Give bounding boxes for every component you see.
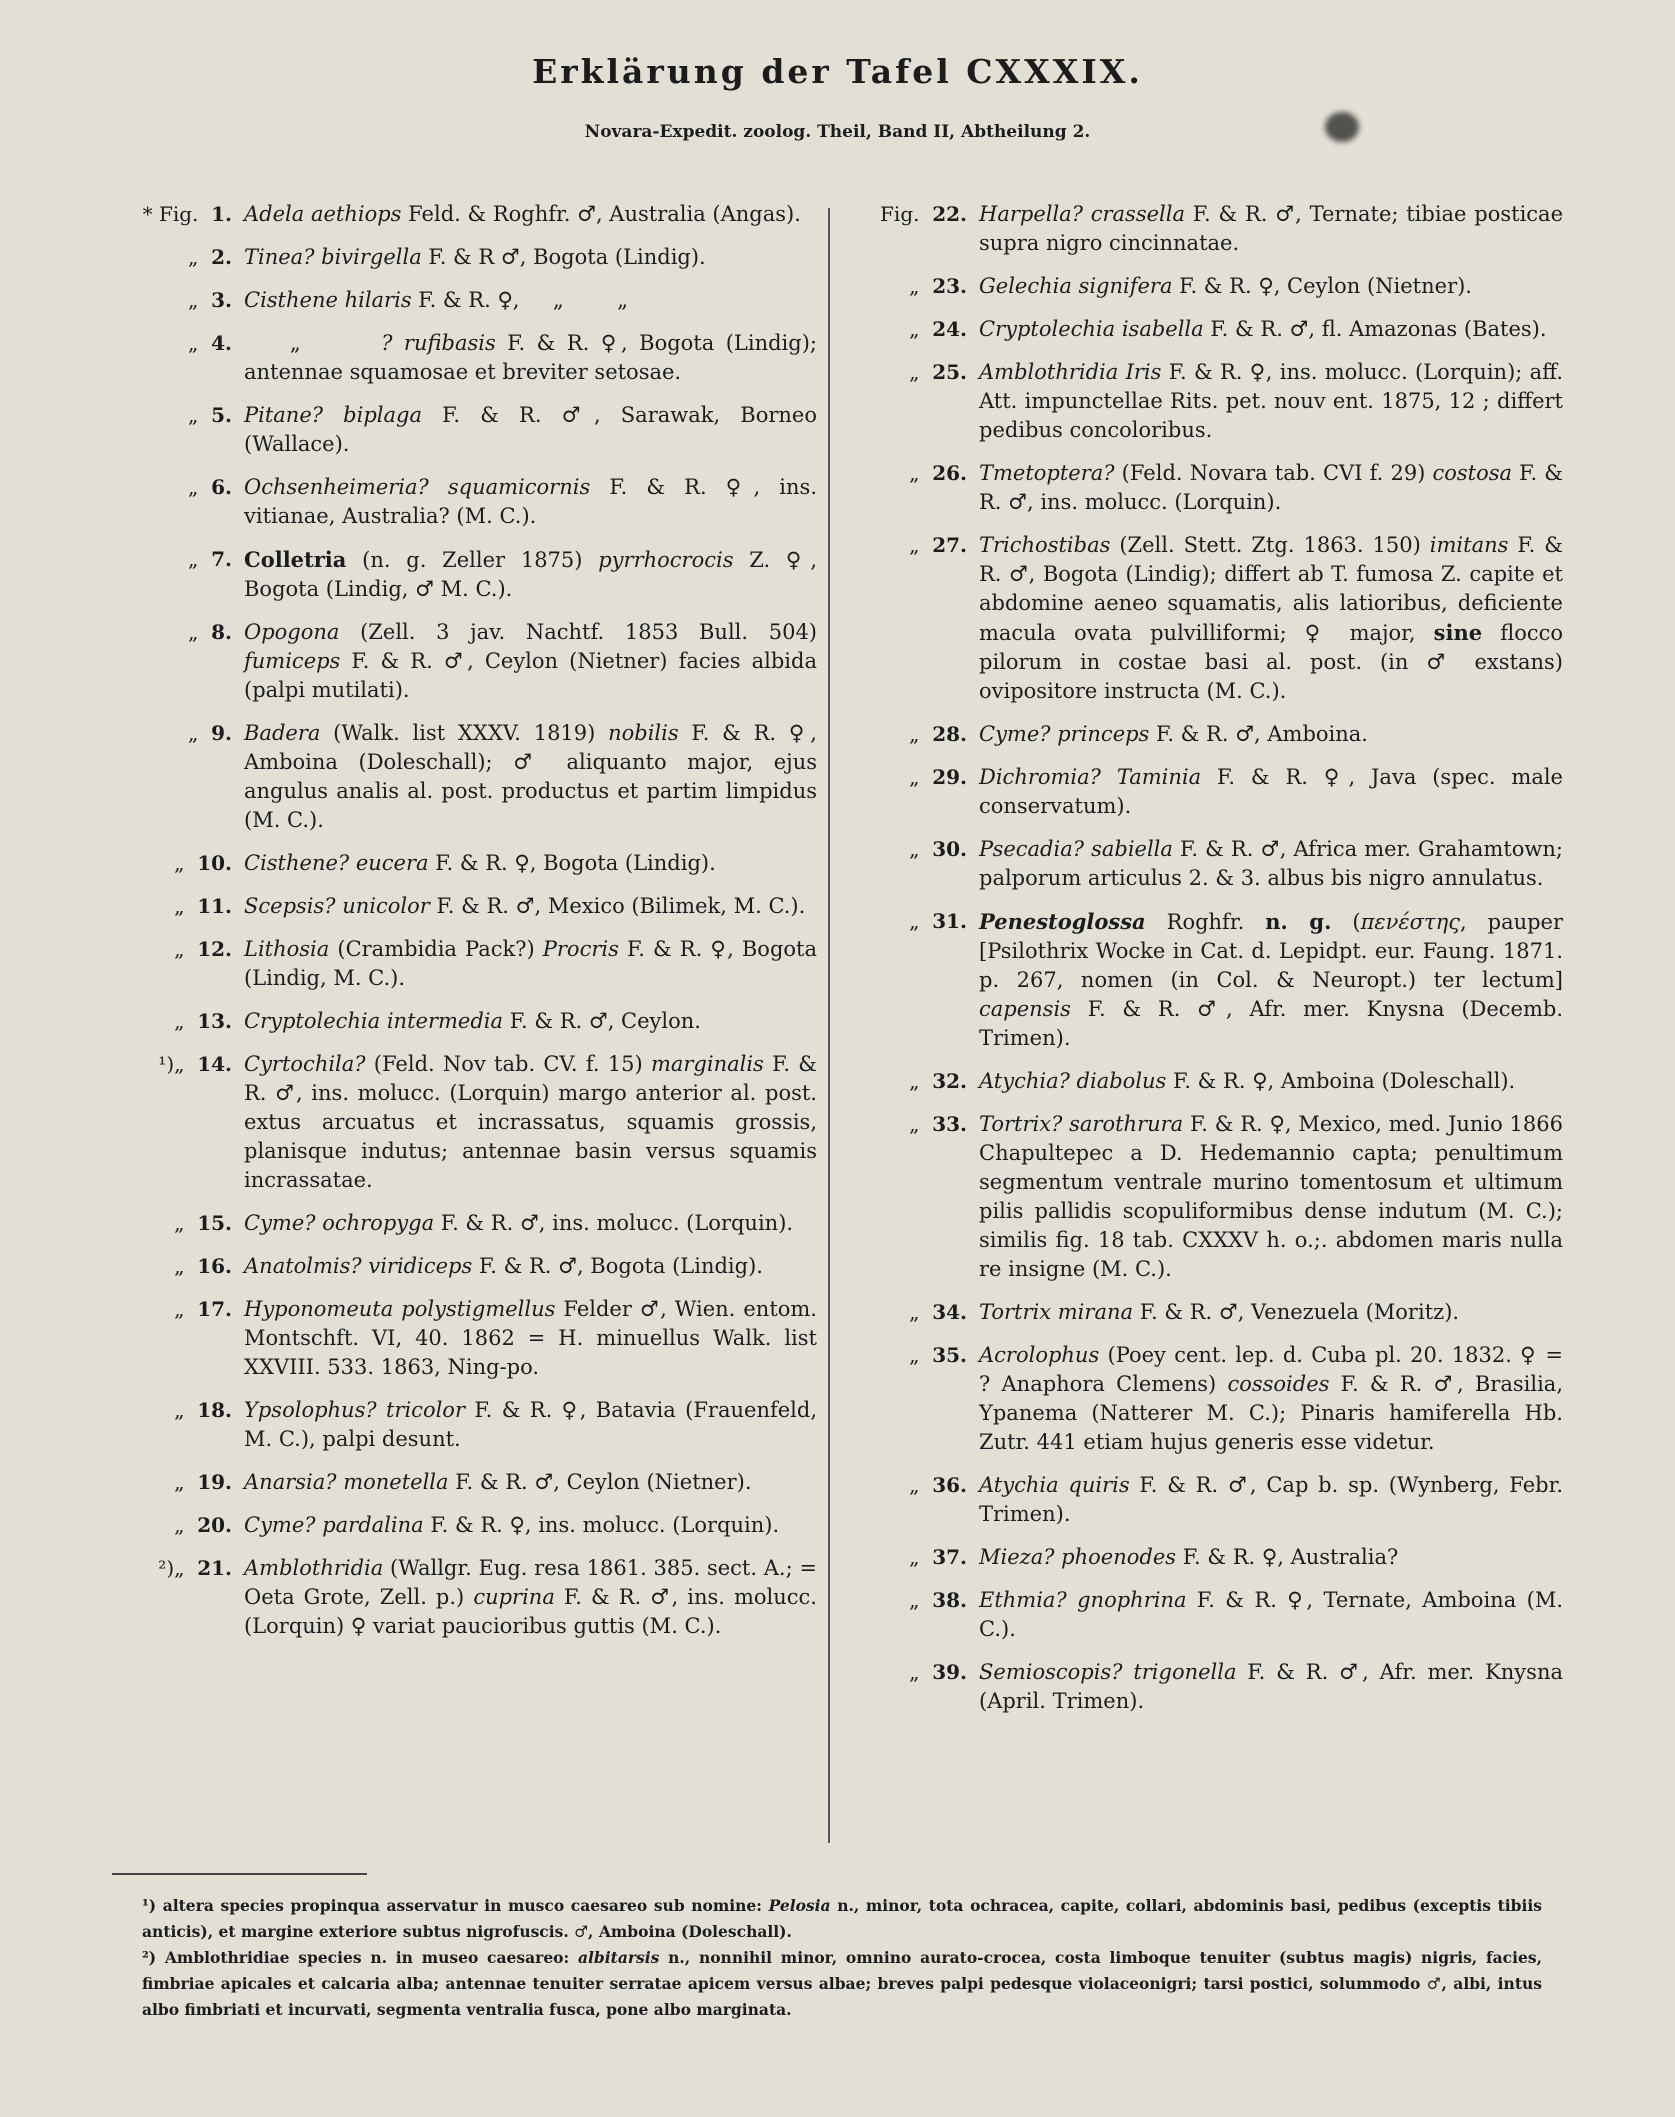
figure-label: „ 12. [112,935,244,964]
figure-entry [863,720,1563,749]
figure-number: 23. [932,274,967,298]
figure-description: Psecadia? sabiella F. & R. ♂, Africa mer. Grahamtown; palporum articulus 2. & 3. albus bis nigro annulatus. [979,837,1563,890]
figure-entry [863,1543,1563,1572]
figure-description: Harpella? crassella F. & R. ♂, Ternate; tibiae posticae supra nigro cincinnatae. [979,202,1563,255]
figure-number: 19. [197,1470,232,1494]
figure-entry [863,1067,1563,1096]
footnote [142,1893,1542,1945]
figure-description: Cyme? pardalina F. & R. ♀, ins. molucc. (Lorquin). [244,1513,780,1537]
figure-number: 16. [197,1254,232,1278]
figure-description: Mieza? phoenodes F. & R. ♀, Australia? [979,1545,1399,1569]
figure-description: Scepsis? unicolor F. & R. ♂, Mexico (Bilimek, M. C.). [244,894,806,918]
figure-number: 10. [197,851,232,875]
figure-number: 11. [197,894,232,918]
figure-entry [863,315,1563,344]
figure-entry [112,286,817,315]
figure-entry [112,618,817,705]
figure-description: Ypsolophus? tricolor F. & R. ♀, Batavia (Frauenfeld, M. C.), palpi desunt. [244,1398,817,1451]
figure-number: 14. [197,1052,232,1076]
figure-number: 34. [932,1300,967,1324]
figure-entry [112,401,817,459]
figure-number: 5. [211,403,232,427]
figure-label: „ 23. [863,272,979,301]
figure-description: Tortrix mirana F. & R. ♂, Venezuela (Moritz). [979,1300,1460,1324]
figure-entry [863,1110,1563,1284]
figure-label: * Fig. 1. [112,200,244,229]
figure-number: 36. [932,1473,967,1497]
figure-entry [863,531,1563,706]
figure-description: Cryptolechia intermedia F. & R. ♂, Ceylon. [244,1009,701,1033]
figure-label: „ 18. [112,1396,244,1425]
figure-description: Dichromia? Taminia F. & R. ♀, Java (spec. male conservatum). [979,765,1563,818]
figure-number: 28. [932,722,967,746]
figure-label: „ 7. [112,545,244,574]
figure-number: 38. [932,1588,967,1612]
figure-label: Fig. 22. [863,200,979,229]
footnote-rule [112,1873,367,1875]
footnote [142,1945,1542,2023]
figure-description: Cryptolechia isabella F. & R. ♂, fl. Amazonas (Bates). [979,317,1547,341]
figure-number: 27. [932,533,967,557]
figure-number: 26. [932,461,967,485]
figure-number: 4. [211,331,232,355]
figure-label: „ 36. [863,1471,979,1500]
figure-entry [863,1341,1563,1457]
figure-entry [863,1658,1563,1716]
figure-label: „ 39. [863,1658,979,1687]
figure-entry [112,1554,817,1641]
figure-number: 33. [932,1112,967,1136]
figure-number: 32. [932,1069,967,1093]
figure-entry [112,719,817,835]
figure-label: „ 29. [863,763,979,792]
figure-entry [863,835,1563,893]
figure-description: Lithosia (Crambidia Pack?) Procris F. & R. ♀, Bogota (Lindig, M. C.). [244,937,817,990]
figure-label: „ 27. [863,531,979,560]
figure-label: „ 28. [863,720,979,749]
figure-number: 21. [197,1556,232,1580]
figure-entry [863,1586,1563,1644]
figure-description: Atychia quiris F. & R. ♂, Cap b. sp. (Wynberg, Febr. Trimen). [979,1473,1564,1526]
figure-description: Amblothridia (Wallgr. Eug. resa 1861. 385. sect. A.; = Oeta Grote, Zell. p.) cuprina F. & R. ♂, ins. molucc. (Lorquin) ♀ variat paucioribus guttis (M. C.). [244,1556,817,1638]
figure-description: „ ? rufibasis F. & R. ♀, Bogota (Lindig); antennae squamosae et breviter setosae. [244,331,817,384]
figure-label: „ 31. [863,907,979,936]
figure-description: Cisthene hilaris F. & R. ♀, „ „ [244,288,629,312]
figure-entry [112,849,817,878]
figure-entry [112,473,817,531]
figure-description: Tinea? bivirgella F. & R ♂, Bogota (Lindig). [244,245,706,269]
left-column [112,200,817,1655]
figure-number: 3. [211,288,232,312]
figure-label: „ 20. [112,1511,244,1540]
figure-number: 31. [932,909,967,933]
figure-description: Opogona (Zell. 3 jav. Nachtf. 1853 Bull. 504) fumiceps F. & R. ♂, Ceylon (Nietner) facies albida (palpi mutilati). [244,620,817,702]
figure-number: 22. [932,202,967,226]
figure-entry [863,763,1563,821]
figure-label: „ 33. [863,1110,979,1139]
figure-description: Cyme? ochropyga F. & R. ♂, ins. molucc. (Lorquin). [244,1211,794,1235]
figure-entry [112,1252,817,1281]
figure-number: 8. [211,620,232,644]
figure-label: „ 11. [112,892,244,921]
figure-label: „ 5. [112,401,244,430]
figure-number: 17. [197,1297,232,1321]
footnote-mark: ¹) [142,1896,163,1915]
figure-entry [112,1209,817,1238]
figure-entry [863,200,1563,258]
figure-entry [863,459,1563,517]
figure-entry [863,358,1563,445]
figure-description: Tortrix? sarothrura F. & R. ♀, Mexico, med. Junio 1866 Chapultepec a D. Hedemannio capta; penultimum segmentum ventrale murino tomentosum et ultimum pilis pallidis scopuliformibus dense indutum (M. C.); similis fig. 18 tab. CXXXV h. o.;. abdomen maris nulla re insigne (M. C.). [979,1112,1563,1281]
figure-entry [112,1295,817,1382]
figure-number: 25. [932,360,967,384]
footnote-text: Amblothridiae species n. in museo caesareo: albitarsis n., nonnihil minor, omnino aurato-crocea, costa limboque tenuiter (subtus magis) nigris, facies, fimbriae apicales et calcaria alba; antennae tenuiter serratae apicem versus albae; breves palpi pedesque violaceonigri; tarsi postici, solummodo ♂, albi, intus albo fimbriati et incurvati, segmenta ventralia fusca, pone albo marginata. [142,1948,1542,2019]
figure-label: „ 37. [863,1543,979,1572]
figure-number: 1. [211,202,232,226]
figure-description: Cyme? princeps F. & R. ♂, Amboina. [979,722,1368,746]
figure-entry [112,935,817,993]
figure-label: „ 30. [863,835,979,864]
figure-entry [863,1471,1563,1529]
figure-number: 18. [197,1398,232,1422]
figure-entry [112,1007,817,1036]
figure-entry [112,200,817,229]
figure-description: Trichostibas (Zell. Stett. Ztg. 1863. 150) imitans F. & R. ♂, Bogota (Lindig); differt ab T. fumosa Z. capite et abdomine aeneo squamatis, alis latioribus, deficiente macula ovata pulvilliformi; ♀ major, sine flocco pilorum in costae basi al. post. (in ♂ exstans) ovipositore instructa (M. C.). [979,533,1564,703]
figure-number: 35. [932,1343,967,1367]
figure-label: „ 16. [112,1252,244,1281]
figure-label: „ 17. [112,1295,244,1324]
figure-label: „ 26. [863,459,979,488]
figure-description: Cyrtochila? (Feld. Nov tab. CV. f. 15) marginalis F. & R. ♂, ins. molucc. (Lorquin) margo anterior al. post. extus arcuatus et incrassatus, squamis grossis, planisque indutus; antennae basin versus squamis incrassatae. [244,1052,817,1192]
figure-number: 7. [211,547,232,571]
figure-label: „ 24. [863,315,979,344]
footnote-mark: ²) [142,1948,165,1967]
figure-label: „ 10. [112,849,244,878]
figure-number: 30. [932,837,967,861]
figure-entry [112,243,817,272]
figure-description: Ethmia? gnophrina F. & R. ♀, Ternate, Amboina (M. C.). [979,1588,1563,1641]
footnotes [142,1893,1542,2023]
figure-label: „ 13. [112,1007,244,1036]
column-divider [828,208,830,1843]
figure-number: 9. [211,721,232,745]
figure-number: 37. [932,1545,967,1569]
figure-description: Adela aethiops Feld. & Roghfr. ♂, Australia (Angas). [244,202,801,226]
figure-label: „ 32. [863,1067,979,1096]
figure-label: ²)„ 21. [112,1554,244,1583]
figure-label: „ 6. [112,473,244,502]
figure-description: Hyponomeuta polystigmellus Felder ♂, Wien. entom. Montschft. VI, 40. 1862 = H. minuellus Walk. list XXVIII. 533. 1863, Ning-po. [244,1297,817,1379]
figure-number: 39. [932,1660,967,1684]
figure-description: Penestoglossa Roghfr. n. g. (πενέστης, pauper [Psilothrix Wocke in Cat. d. Lepidpt. eur. Faung. 1871. p. 267, nomen (in Col. & Neuropt.) ter lectum] capensis F. & R. ♂, Afr. mer. Knysna (Decemb. Trimen). [979,909,1564,1050]
figure-number: 20. [197,1513,232,1537]
figure-entry [112,545,817,604]
figure-entry [863,1298,1563,1327]
figure-description: Ochsenheimeria? squamicornis F. & R. ♀, ins. vitianae, Australia? (M. C.). [244,475,818,528]
figure-label: „ 25. [863,358,979,387]
figure-description: Badera (Walk. list XXXV. 1819) nobilis F. & R. ♀, Amboina (Doleschall); ♂ aliquanto major, ejus angulus analis al. post. productus et partim limpidus (M. C.). [244,721,817,832]
figure-description: Colletria (n. g. Zeller 1875) pyrrhocrocis Z. ♀, Bogota (Lindig, ♂ M. C.). [244,547,817,601]
figure-description: Tmetoptera? (Feld. Novara tab. CVI f. 29) costosa F. & R. ♂, ins. molucc. (Lorquin). [979,461,1563,514]
page-title: Erklärung der Tafel CXXXIX. [532,52,1143,91]
figure-label: „ 3. [112,286,244,315]
figure-number: 24. [932,317,967,341]
figure-description: Pitane? biplaga F. & R. ♂, Sarawak, Borneo (Wallace). [244,403,818,456]
figure-number: 13. [197,1009,232,1033]
figure-label: „ 19. [112,1468,244,1497]
figure-description: Acrolophus (Poey cent. lep. d. Cuba pl. 20. 1832. ♀ = ? Anaphora Clemens) cossoides F. & R. ♂, Brasilia, Ypanema (Natterer M. C.); Pinaris hamiferella Hb. Zutr. 441 etiam hujus generis esse videtur. [979,1343,1563,1454]
figure-entry [112,1468,817,1497]
footnote-text: altera species propinqua asservatur in musco caesareo sub nomine: Pelosia n., minor, tota ochracea, capite, collari, abdominis basi, pedibus (exceptis tibiis anticis), et margine exteriore subtus nigrofuscis. ♂, Amboina (Doleschall). [142,1896,1542,1941]
figure-label: „ 15. [112,1209,244,1238]
figure-entry [112,1511,817,1540]
figure-entry [112,1396,817,1454]
figure-entry [863,907,1563,1053]
figure-number: 15. [197,1211,232,1235]
figure-description: Amblothridia Iris F. & R. ♀, ins. molucc. (Lorquin); aff. Att. impunctellae Rits. pet. nouv ent. 1875, 12 ; differt pedibus concoloribus. [979,360,1564,442]
figure-label: „ 35. [863,1341,979,1370]
figure-description: Anarsia? monetella F. & R. ♂, Ceylon (Nietner). [244,1470,752,1494]
figure-label: „ 8. [112,618,244,647]
figure-label: „ 9. [112,719,244,748]
figure-description: Anatolmis? viridiceps F. & R. ♂, Bogota (Lindig). [244,1254,763,1278]
figure-label: „ 2. [112,243,244,272]
figure-label: ¹)„ 14. [112,1050,244,1079]
figure-number: 2. [211,245,232,269]
figure-description: Atychia? diabolus F. & R. ♀, Amboina (Doleschall). [979,1069,1516,1093]
figure-entry [112,329,817,387]
figure-label: „ 34. [863,1298,979,1327]
figure-label: „ 38. [863,1586,979,1615]
right-column [863,200,1563,1730]
page-subtitle: Novara-Expedit. zoolog. Theil, Band II, Abtheilung 2. [584,122,1091,142]
figure-entry [112,892,817,921]
figure-description: Semioscopis? trigonella F. & R. ♂, Afr. mer. Knysna (April. Trimen). [979,1660,1563,1713]
figure-label: „ 4. [112,329,244,358]
figure-entry [112,1050,817,1195]
figure-entry [863,272,1563,301]
figure-number: 6. [211,475,232,499]
figure-number: 29. [932,765,967,789]
figure-description: Gelechia signifera F. & R. ♀, Ceylon (Nietner). [979,274,1472,298]
figure-number: 12. [197,937,232,961]
figure-description: Cisthene? eucera F. & R. ♀, Bogota (Lindig). [244,851,716,875]
